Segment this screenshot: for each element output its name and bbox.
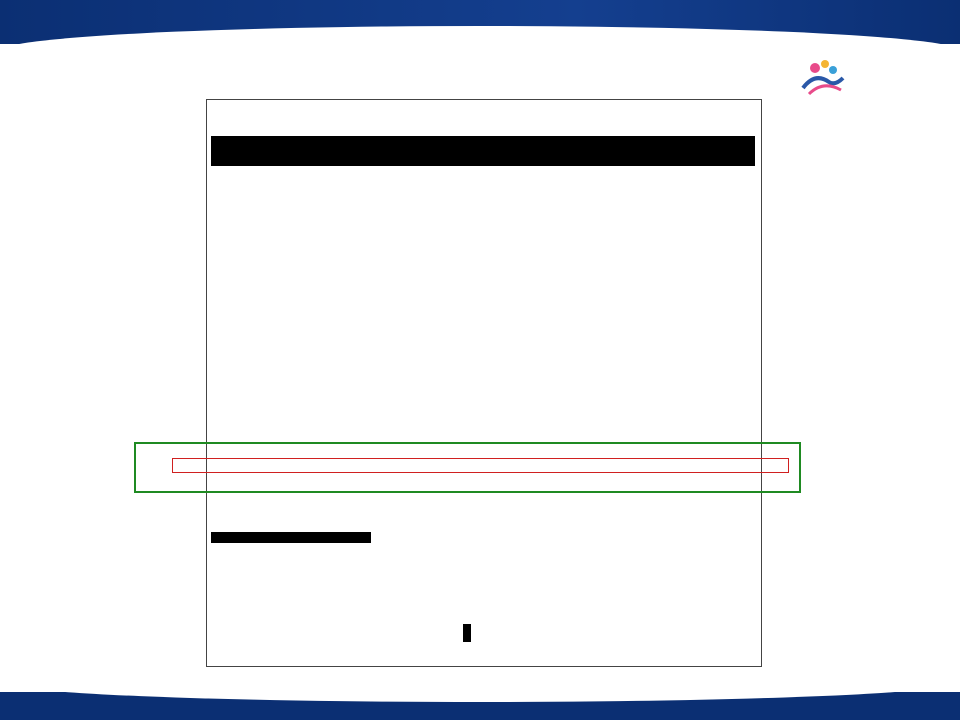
highlight-el-salvador [172,458,789,473]
subnational-header [211,532,371,543]
performance-table [206,99,762,667]
bottom-banner [0,692,960,720]
legend-mean-mark [463,624,471,642]
x-axis [367,620,635,630]
table-header [211,136,755,166]
top-banner [0,0,960,44]
plan-nacional-logo [6,628,156,684]
mined-logo [795,54,955,104]
